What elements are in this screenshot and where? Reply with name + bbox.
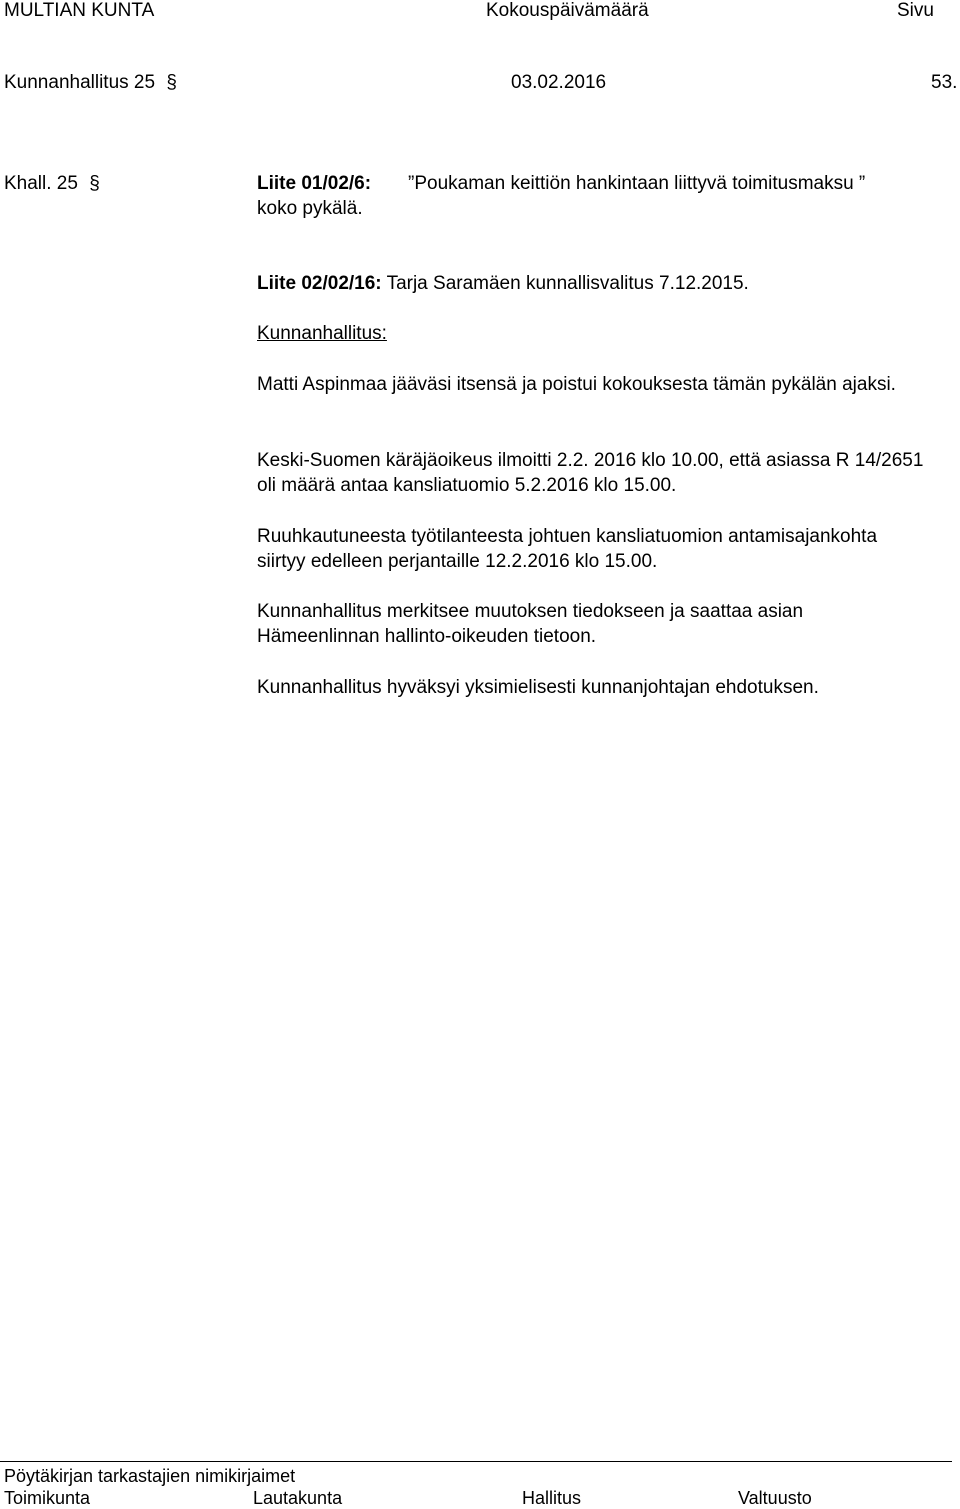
subheader-body-text: Kunnanhallitus 25 [4, 72, 156, 93]
paragraph-hyvaksyi: Kunnanhallitus hyväksyi yksimielisesti kunnanjohtajan ehdotuksen. [257, 677, 819, 698]
section-ref [4, 173, 100, 195]
paragraph-karajaoikeus: Keski-Suomen käräjäoikeus ilmoitti 2.2. 2016 klo 10.00, että asiassa R 14/2651 oli määrä antaa kansliatuomio 5.2.2016 klo 15.00. [257, 450, 924, 496]
attachment2 [257, 273, 749, 295]
header-page-label: Sivu [897, 0, 934, 21]
attachment1-label: Liite 01/02/6: [257, 173, 372, 194]
subheader-date: 03.02.2016 [511, 72, 607, 93]
paragraph-jaavi: Matti Aspinmaa jääväsi itsensä ja poistui kokouksesta tämän pykälän ajaksi. [257, 374, 896, 395]
paragraph-merkitsee: Kunnanhallitus merkitsee muutoksen tiedokseen ja saattaa asian Hämeenlinnan hallinto-oikeuden tietoon. [257, 601, 804, 647]
attachment2-text: Tarja Saramäen kunnallisvalitus 7.12.2015. [386, 273, 749, 294]
footer-column-lautakunta: Lautakunta [253, 1488, 343, 1508]
subheader-page-number: 53. [931, 72, 958, 93]
footer-column-hallitus: Hallitus [522, 1488, 582, 1508]
footer-rule [0, 1461, 952, 1462]
footer-column-toimikunta: Toimikunta [4, 1488, 91, 1508]
section-ref-symbol: § [89, 173, 100, 194]
footer-column-valtuusto: Valtuusto [738, 1488, 812, 1508]
header-org: MULTIAN KUNTA [4, 0, 155, 21]
paragraph-ruuhka: Ruuhkautuneesta työtilanteesta johtuen kansliatuomion antamisajankohta siirtyy edelleen perjantaille 12.2.2016 klo 15.00. [257, 526, 878, 572]
section-symbol: § [166, 72, 177, 93]
attachment2-label: Liite 02/02/16: [257, 273, 382, 294]
body-heading: Kunnanhallitus: [257, 323, 387, 344]
section-ref-label: Khall. 25 [4, 173, 78, 194]
attachment1-continuation: koko pykälä. [257, 198, 363, 219]
subheader-body [4, 72, 177, 94]
header-meeting-date-label: Kokouspäivämäärä [486, 0, 649, 21]
footer-signature-label: Pöytäkirjan tarkastajien nimikirjaimet [4, 1466, 296, 1486]
attachment1-text: ”Poukaman keittiön hankintaan liittyvä toimitusmaksu ” [408, 173, 866, 194]
